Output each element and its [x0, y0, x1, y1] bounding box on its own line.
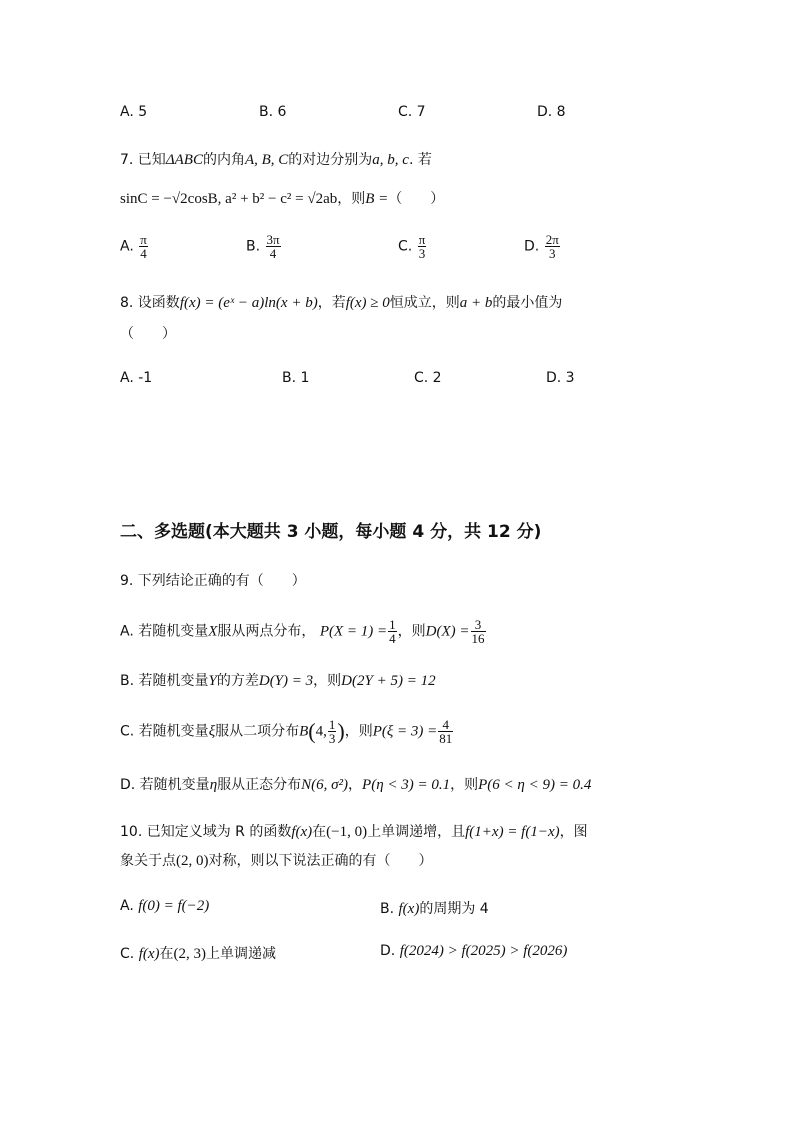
q10-stem-line1: 10. 已知定义域为 R 的函数f(x)在(−1, 0)上单调递增，且f(1+x) = f(1−x)，图	[120, 824, 588, 840]
q7-option-a: A. $\frac{\pi}{4}$	[120, 232, 147, 261]
q9-option-c: C. 若随机变量ξ服从二项分布B(4, $\frac{1}{3}$ )，则P(ξ = 3) = $\frac{4}{81}$	[120, 717, 453, 746]
q7-option-c: C. $\frac{\pi}{3}$	[398, 232, 426, 261]
q8-option-b: B. 1	[282, 370, 310, 386]
q7-stem: 7. 已知ΔABC的内角A, B, C的对边分别为a, b, c. 若	[120, 152, 432, 168]
q8-option-d: D. 3	[546, 370, 575, 386]
q9-stem: 9. 下列结论正确的有（ ）	[120, 573, 306, 589]
q10-option-d: D. f(2024) > f(2025) > f(2026)	[380, 943, 568, 959]
q6-option-b: B. 6	[259, 104, 287, 120]
q7-condition: sinC = −√2cosB, a² + b² − c² = √2ab，则B =（ ）	[120, 191, 445, 207]
q10-option-a: A. f(0) = f(−2)	[120, 898, 210, 914]
section-heading: 二、多选题(本大题共 3 小题，每小题 4 分，共 12 分)	[120, 522, 542, 542]
q8-stem: 8. 设函数f(x) = (eˣ − a)ln(x + b)，若f(x) ≥ 0恒成立，则a + b的最小值为	[120, 295, 563, 311]
q6-option-a: A. 5	[120, 104, 148, 120]
q9-option-a: A. 若随机变量X服从两点分布， P(X = 1) = $\frac{1}{4}$ ，则D(X) = $\frac{3}{16}$	[120, 617, 485, 646]
q10-option-c: C. f(x)在(2, 3)上单调递减	[120, 946, 277, 962]
q6-option-c: C. 7	[398, 104, 426, 120]
q8-option-a: A. -1	[120, 370, 153, 386]
q10-option-b: B. f(x)的周期为 4	[380, 901, 489, 917]
q7-option-b: B. $\frac{3\pi}{4}$	[246, 232, 280, 261]
q10-stem-line2: 象关于点(2, 0)对称，则以下说法正确的有（ ）	[120, 853, 433, 869]
q6-option-d: D. 8	[537, 104, 566, 120]
q8-option-c: C. 2	[414, 370, 442, 386]
q7-option-d: D. $\frac{2\pi}{3}$	[524, 232, 559, 261]
q9-option-d: D. 若随机变量η服从正态分布N(6, σ²)，P(η < 3) = 0.1，则P(6 < η < 9) = 0.4	[120, 777, 592, 793]
q8-paren: （ ）	[120, 326, 176, 342]
q9-option-b: B. 若随机变量Y的方差D(Y) = 3，则D(2Y + 5) = 12	[120, 673, 436, 689]
